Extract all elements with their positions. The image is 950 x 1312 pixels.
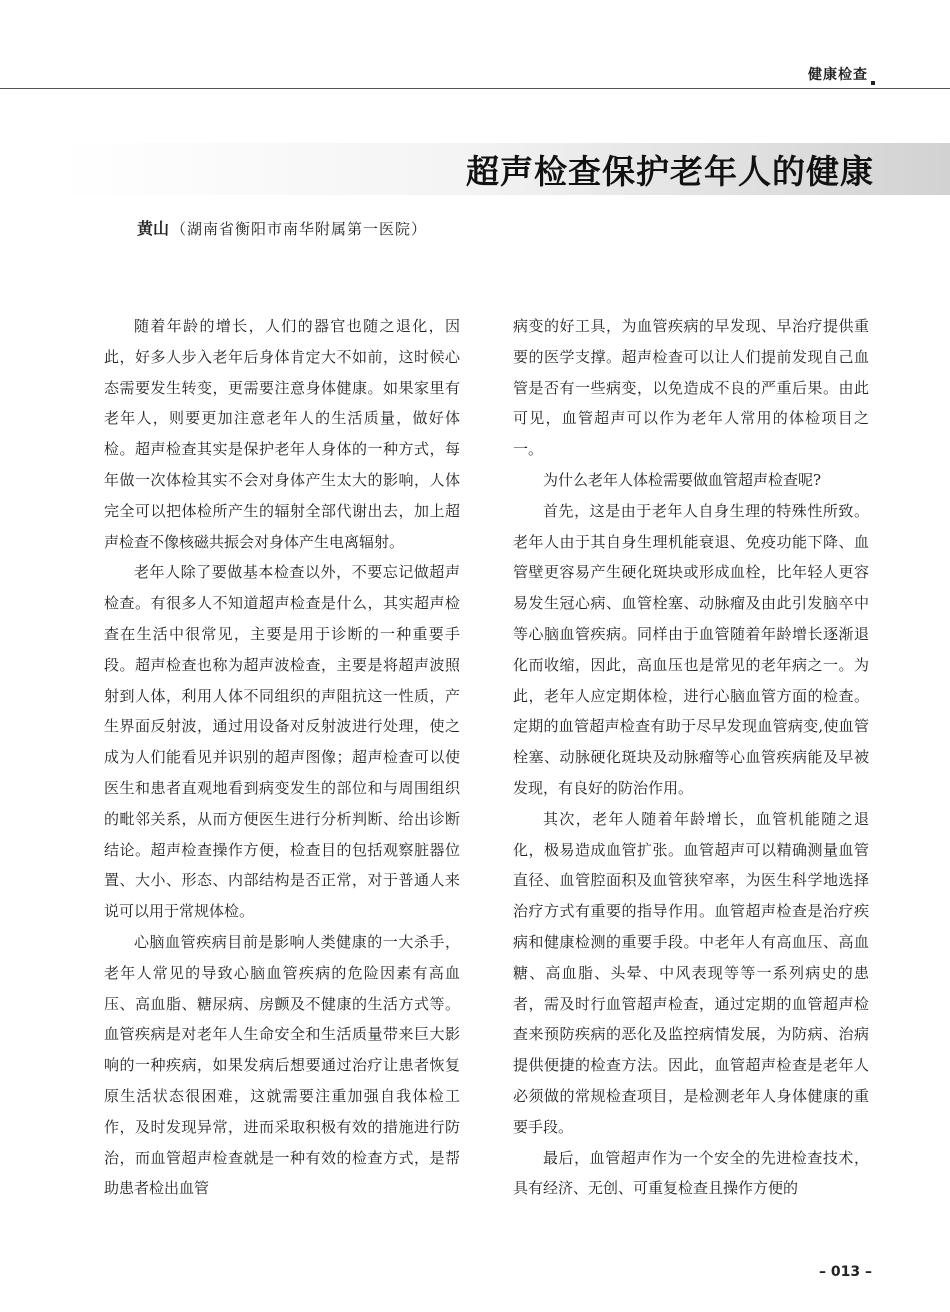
header-divider	[0, 88, 950, 89]
page-number: – 013 –	[819, 1264, 872, 1280]
byline	[137, 216, 427, 239]
body-paragraph: 随着年龄的增长，人们的器官也随之退化，因此，好多人步入老年后身体肯定大不如前，这时候心态需要发生转变，更需要注意身体健康。如果家里有老年人，则要更加注意老年人的生活质量，做好体检。超声检查其实是保护老年人身体的一种方式，每年做一次体检其实不会对身体产生太大的影响，人体完全可以把体检所产生的辐射全部代谢出去，加上超声检查不像核磁共振会对身体产生电离辐射。	[104, 317, 460, 551]
author-affiliation: （湖南省衡阳市南华附属第一医院）	[171, 220, 428, 238]
right-column	[513, 311, 869, 1204]
section-marker	[871, 81, 875, 85]
body-paragraph: 最后，血管超声作为一个安全的先进检查技术，具有经济、无创、可重复检查且操作方便的	[513, 1148, 869, 1198]
article-title: 超声检查保护老年人的健康	[466, 152, 874, 191]
author-name: 黄山	[137, 219, 170, 238]
body-paragraph: 其次，老年人随着年龄增长，血管机能随之退化，极易造成血管扩张。血管超声可以精确测量血管直径、血管腔面积及血管狭窄率，为医生科学地选择治疗方式有重要的指导作用。血管超声检查是治疗疾病和健康检测的重要手段。中老年人有高血压、高血糖、高血脂、头晕、中风表现等等一系列病史的患者，需及时行血管超声检查，通过定期的血管超声检查来预防疾病的恶化及监控病情发展，为防病、治病提供便捷的检查方法。因此，血管超声检查是老年人必须做的常规检查项目，是检测老年人身体健康的重要手段。	[513, 809, 869, 1136]
left-column	[104, 311, 460, 1204]
body-paragraph-continuation: 病变的好工具，为血管疾病的早发现、早治疗提供重要的医学支撑。超声检查可以让人们提前发现自己血管是否有一些病变，以免造成不良的严重后果。由此可见，血管超声可以作为老年人常用的体检项目之一。	[513, 317, 869, 459]
body-paragraph: 心脑血管疾病目前是影响人类健康的一大杀手，老年人常见的导致心脑血管疾病的危险因素有高血压、高血脂、糖尿病、房颤及不健康的生活方式等。血管疾病是对老年人生命安全和生活质量带来巨大影响的一种疾病，如果发病后想要通过治疗让患者恢复原生活状态很困难，这就需要注重加强自我体检工作，及时发现异常，进而采取积极有效的措施进行防治，而血管超声检查就是一种有效的检查方式，是帮助患者检出血管	[104, 932, 460, 1198]
body-paragraph: 老年人除了要做基本检查以外，不要忘记做超声检查。有很多人不知道超声检查是什么，其实超声检查在生活中很常见，主要是用于诊断的一种重要手段。超声检查也称为超声波检查，主要是将超声波照射到人体，利用人体不同组织的声阻抗这一性质，产生界面反射波，通过用设备对反射波进行处理，使之成为人们能看见并识别的超声图像；超声检查可以使医生和患者直观地看到病变发生的部位和与周围组织的毗邻关系，从而方便医生进行分析判断、给出诊断结论。超声检查操作方便，检查目的包括观察脏器位置、大小、形态、内部结构是否正常，对于普通人来说可以用于常规体检。	[104, 563, 460, 921]
body-paragraph: 首先，这是由于老年人自身生理的特殊性所致。老年人由于其自身生理机能衰退、免疫功能下降、血管壁更容易产生硬化斑块或形成血栓，比年轻人更容易发生冠心病、血管栓塞、动脉瘤及由此引发脑卒中等心脑血管疾病。同样由于血管随着年龄增长逐渐退化而收缩，因此，高血压也是常见的老年病之一。为此，老年人应定期体检，进行心脑血管方面的检查。定期的血管超声检查有助于尽早发现血管病变,使血管栓塞、动脉硬化斑块及动脉瘤等心血管疾病能及早被发现，有良好的防治作用。	[513, 501, 869, 797]
section-label: 健康检查	[808, 67, 868, 83]
body-question: 为什么老年人体检需要做血管超声检查呢?	[543, 470, 822, 489]
